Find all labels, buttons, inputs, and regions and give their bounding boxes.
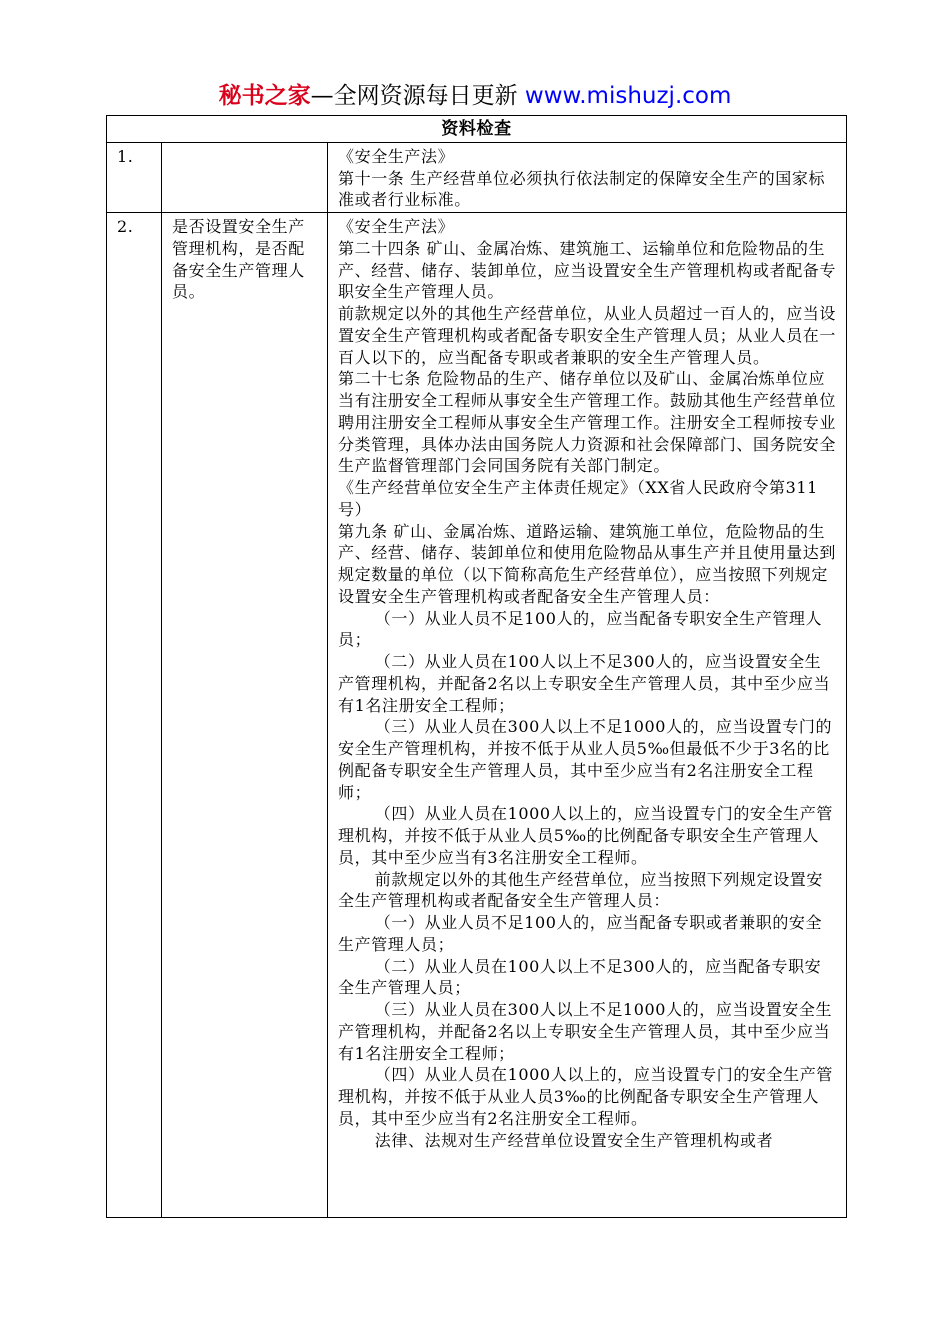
law-title: 《安全生产法》 bbox=[338, 146, 455, 166]
inspection-table bbox=[106, 115, 847, 1218]
regulation-clause: （一）从业人员不足100人的，应当配备专职或者兼职的安全生产管理人员； bbox=[338, 913, 823, 954]
check-item bbox=[162, 142, 328, 212]
law-article: 第十一条 生产经营单位必须执行依法制定的保障安全生产的国家标准或者行业标准。 bbox=[338, 168, 826, 210]
table-title-row bbox=[107, 116, 847, 143]
check-item: 是否设置安全生产管理机构，是否配备安全生产管理人员。 bbox=[162, 213, 328, 1218]
row-number: 2. bbox=[107, 213, 162, 1218]
law-article: 第二十七条 危险物品的生产、储存单位以及矿山、金属冶炼单位应当有注册安全工程师从事安全生产管理工作。鼓励其他生产经营单位聘用注册安全工程师从事安全生产管理工作。注册安全工程师按专业分类管理，具体办法由国务院人力资源和社会保障部门、国务院安全生产监督管理部门会同国务院有关部门制定。 bbox=[338, 369, 837, 476]
table-row bbox=[107, 142, 847, 212]
regulation-clause: （四）从业人员在1000人以上的，应当设置专门的安全生产管理机构，并按不低于从业人员5‰的比例配备专职安全生产管理人员，其中至少应当有3名注册安全工程师。 bbox=[338, 804, 833, 867]
site-banner bbox=[0, 80, 950, 112]
regulation-paragraph: 前款规定以外的其他生产经营单位，应当按照下列规定设置安全生产管理机构或者配备安全生产管理人员： bbox=[338, 869, 823, 911]
regulation-clause: （三）从业人员在300人以上不足1000人的，应当设置安全生产管理机构，并配备2名以上专职安全生产管理人员，其中至少应当有1名注册安全工程师； bbox=[338, 1000, 833, 1063]
legal-basis-cell bbox=[328, 213, 847, 1218]
law-paragraph: 前款规定以外的其他生产经营单位，从业人员超过一百人的，应当设置安全生产管理机构或者配备专职安全生产管理人员；从业人员在一百人以下的，应当配备专职或者兼职的安全生产管理人员。 bbox=[338, 304, 837, 367]
regulation-clause: （二）从业人员在100人以上不足300人的，应当设置安全生产管理机构，并配备2名以上专职安全生产管理人员，其中至少应当有1名注册安全工程师； bbox=[338, 652, 831, 715]
regulation-article: 第九条 矿山、金属冶炼、道路运输、建筑施工单位，危险物品的生产、经营、储存、装卸单位和使用危险物品从事生产并且使用量达到规定数量的单位（以下简称高危生产经营单位），应当按照下列规定设置安全生产管理机构或者配备安全生产管理人员： bbox=[338, 521, 837, 606]
table-title: 资料检查 bbox=[107, 116, 847, 143]
regulation-title: 《生产经营单位安全生产主体责任规定》（XX省人民政府令第311号） bbox=[338, 478, 818, 519]
regulation-clause: （四）从业人员在1000人以上的，应当设置专门的安全生产管理机构，并按不低于从业人员3‰的比例配备专职安全生产管理人员，其中至少应当有2名注册安全工程师。 bbox=[338, 1065, 833, 1128]
table-row bbox=[107, 213, 847, 1218]
regulation-clause: （一）从业人员不足100人的，应当配备专职安全生产管理人员； bbox=[338, 608, 823, 650]
regulation-clause: （三）从业人员在300人以上不足1000人的，应当设置专门的安全生产管理机构，并按不低于从业人员5‰但最低不少于3名的比例配备专职安全生产管理人员，其中至少应当有2名注册安全工程师； bbox=[338, 717, 833, 802]
legal-basis-cell bbox=[328, 142, 847, 212]
law-title: 《安全生产法》 bbox=[338, 217, 455, 236]
regulation-clause: （二）从业人员在100人以上不足300人的，应当配备专职安全生产管理人员； bbox=[338, 956, 822, 998]
regulation-paragraph: 法律、法规对生产经营单位设置安全生产管理机构或者 bbox=[374, 1130, 774, 1150]
banner-tagline: —全网资源每日更新 bbox=[310, 83, 518, 109]
row-number: 1. bbox=[107, 142, 162, 212]
site-url-link[interactable]: www.mishuzj.com bbox=[517, 83, 732, 109]
law-article: 第二十四条 矿山、金属冶炼、建筑施工、运输单位和危险物品的生产、经营、储存、装卸单位，应当设置安全生产管理机构或者配备专职安全生产管理人员。 bbox=[338, 238, 837, 302]
brand-name: 秘书之家 bbox=[218, 83, 311, 109]
